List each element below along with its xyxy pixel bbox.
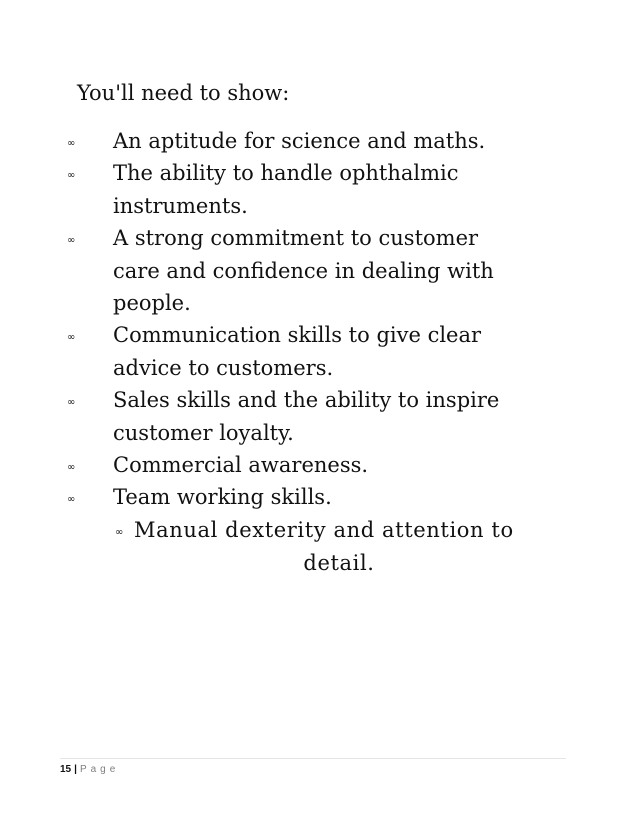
list-item-line: detail. [303, 550, 375, 575]
bullet-icon: ∞ [67, 235, 76, 246]
list-item-line: Manual dexterity and attention to [134, 518, 514, 542]
list-item [67, 384, 500, 449]
footer-separator: | [74, 764, 77, 775]
bullet-icon: ∞ [67, 462, 76, 473]
bullet-icon: ∞ [115, 527, 124, 538]
page-number: 15 [60, 764, 72, 775]
list-item-line: people. [113, 291, 191, 315]
page-word: Page [79, 764, 120, 775]
section-heading: You'll need to show: [77, 81, 290, 105]
list-item-line: The ability to handle ophthalmic [113, 161, 459, 185]
list-item [67, 449, 369, 482]
bullet-icon: ∞ [67, 332, 76, 343]
list-item [67, 222, 494, 320]
list-item [67, 319, 482, 384]
list-item-line: instruments. [113, 193, 248, 218]
list-item-line: Communication skills to give clear [113, 323, 482, 347]
list-item-line: customer loyalty. [113, 420, 294, 445]
list-item [115, 514, 544, 579]
bullet-icon: ∞ [67, 170, 76, 181]
list-item-line: advice to customers. [113, 355, 334, 380]
bullet-icon: ∞ [67, 494, 76, 505]
list-item [67, 125, 486, 158]
list-item [67, 481, 332, 514]
list-item-line: Sales skills and the ability to inspire [113, 388, 500, 412]
bullet-icon: ∞ [67, 138, 76, 149]
list-item-line: care and confidence in dealing with [113, 258, 494, 283]
list-item-line: An aptitude for science and maths. [113, 129, 486, 153]
list-item-line: A strong commitment to customer [113, 226, 479, 250]
list-item-line: Team working skills. [113, 485, 332, 509]
page-footer [60, 763, 119, 777]
footer-divider [60, 758, 566, 759]
list-item [67, 157, 459, 222]
list-item-line: Commercial awareness. [113, 453, 369, 477]
bullet-icon: ∞ [67, 397, 76, 408]
